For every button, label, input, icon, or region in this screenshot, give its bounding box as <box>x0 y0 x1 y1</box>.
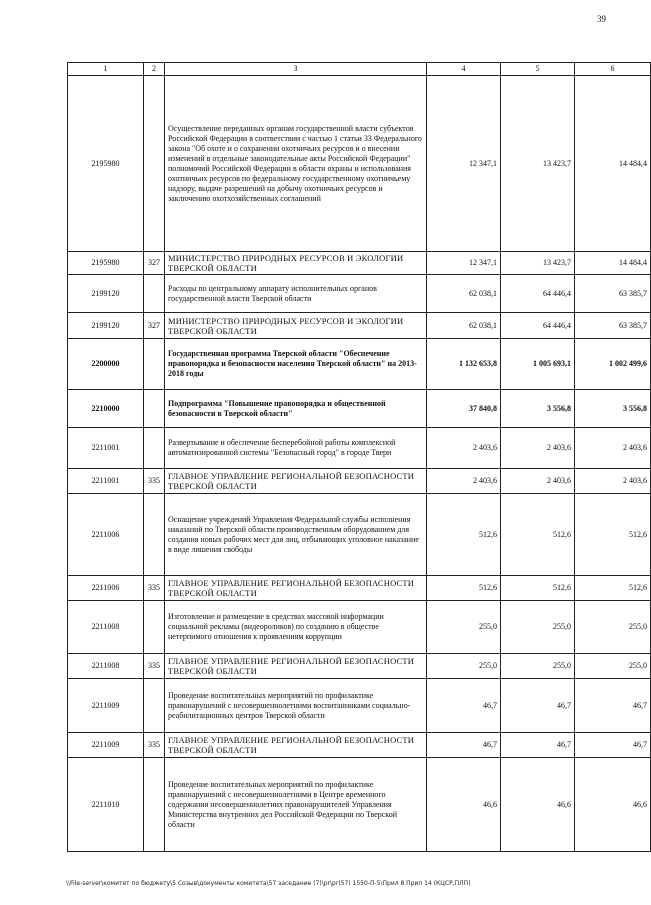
value-col6: 3 556,8 <box>575 390 651 428</box>
table-row <box>68 252 651 275</box>
table-row <box>68 469 651 494</box>
code-cell: 2211008 <box>68 601 144 654</box>
value-col4: 2 403,6 <box>427 469 501 494</box>
code-cell: 2200000 <box>68 339 144 390</box>
header-row <box>68 63 651 76</box>
code-cell: 2199120 <box>68 313 144 339</box>
ministry-cell <box>144 428 165 469</box>
code-cell: 2211009 <box>68 733 144 758</box>
value-col5: 2 403,6 <box>501 428 575 469</box>
file-path-footer: \\File-server\комитет по бюджету\5 Созыв\документы комитета\57 заседание (7)\pr\pr(57) 1550-П-5\Прил 8 Прил 14 (КЦСР,ПЛП) <box>66 880 471 887</box>
ministry-cell <box>144 390 165 428</box>
value-col4: 62 038,1 <box>427 313 501 339</box>
value-col5: 512,6 <box>501 494 575 576</box>
value-col5: 3 556,8 <box>501 390 575 428</box>
code-cell: 2195980 <box>68 252 144 275</box>
value-col5: 46,7 <box>501 679 575 733</box>
value-col5: 64 446,4 <box>501 313 575 339</box>
value-col5: 1 005 693,1 <box>501 339 575 390</box>
code-cell: 2210000 <box>68 390 144 428</box>
value-col5: 46,6 <box>501 758 575 852</box>
value-col4: 512,6 <box>427 576 501 601</box>
value-col4: 46,6 <box>427 758 501 852</box>
header-cell: 6 <box>575 63 651 76</box>
value-col5: 46,7 <box>501 733 575 758</box>
table-row <box>68 76 651 252</box>
description-cell: Осуществление переданных органам государственной власти субъектов Российской Федерации в соответствии с частью 1 статьи 33 Федерального закона "Об охоте и о сохранении охотничьих ресурсов и о внесении изменений в отдельные законодательные акты Российской Федерации" полномочий Российской Федерации в области охраны и использования охотничьих ресурсов по федеральному государственному охотничьему надзору, выдаче разрешений на добычу охотничьих ресурсов и заключению охотхозяйственных соглашений <box>165 76 427 252</box>
ministry-cell: 335 <box>144 733 165 758</box>
value-col6: 63 385,7 <box>575 275 651 313</box>
table-row <box>68 758 651 852</box>
value-col5: 13 423,7 <box>501 252 575 275</box>
header-cell: 2 <box>144 63 165 76</box>
code-cell: 2211009 <box>68 679 144 733</box>
header-cell: 5 <box>501 63 575 76</box>
table-row <box>68 390 651 428</box>
ministry-cell: 335 <box>144 576 165 601</box>
table-row <box>68 679 651 733</box>
ministry-cell <box>144 76 165 252</box>
value-col4: 12 347,1 <box>427 252 501 275</box>
ministry-cell <box>144 275 165 313</box>
page-number: 39 <box>597 14 606 24</box>
value-col4: 2 403,6 <box>427 428 501 469</box>
value-col5: 255,0 <box>501 601 575 654</box>
description-cell: Расходы по центральному аппарату исполнительных органов государственной власти Тверской области <box>165 275 427 313</box>
table-row <box>68 428 651 469</box>
value-col4: 255,0 <box>427 654 501 679</box>
ministry-cell <box>144 679 165 733</box>
value-col6: 512,6 <box>575 576 651 601</box>
table-row <box>68 339 651 390</box>
value-col6: 255,0 <box>575 654 651 679</box>
value-col5: 255,0 <box>501 654 575 679</box>
description-cell: ГЛАВНОЕ УПРАВЛЕНИЕ РЕГИОНАЛЬНОЙ БЕЗОПАСНОСТИ ТВЕРСКОЙ ОБЛАСТИ <box>165 733 427 758</box>
table-row <box>68 654 651 679</box>
value-col6: 63 385,7 <box>575 313 651 339</box>
value-col6: 46,6 <box>575 758 651 852</box>
description-cell: Проведение воспитательных мероприятий по профилактике правонарушений с несовершеннолетними воспитанниками социально-реабилитационных центров Тверской области <box>165 679 427 733</box>
code-cell: 2211006 <box>68 494 144 576</box>
value-col6: 255,0 <box>575 601 651 654</box>
ministry-cell: 335 <box>144 654 165 679</box>
value-col6: 14 484,4 <box>575 76 651 252</box>
code-cell: 2195980 <box>68 76 144 252</box>
value-col4: 46,7 <box>427 679 501 733</box>
value-col6: 512,6 <box>575 494 651 576</box>
value-col6: 46,7 <box>575 679 651 733</box>
value-col5: 512,6 <box>501 576 575 601</box>
value-col4: 37 840,8 <box>427 390 501 428</box>
value-col6: 2 403,6 <box>575 469 651 494</box>
table-row <box>68 733 651 758</box>
value-col5: 13 423,7 <box>501 76 575 252</box>
ministry-cell: 327 <box>144 313 165 339</box>
description-cell: Государственная программа Тверской области "Обеспечение правопорядка и безопасности населения Тверской области" на 2013-2018 годы <box>165 339 427 390</box>
ministry-cell <box>144 339 165 390</box>
code-cell: 2211001 <box>68 428 144 469</box>
description-cell: МИНИСТЕРСТВО ПРИРОДНЫХ РЕСУРСОВ И ЭКОЛОГИИ ТВЕРСКОЙ ОБЛАСТИ <box>165 252 427 275</box>
header-cell: 3 <box>165 63 427 76</box>
ministry-cell <box>144 601 165 654</box>
code-cell: 2211006 <box>68 576 144 601</box>
value-col5: 64 446,4 <box>501 275 575 313</box>
value-col4: 62 038,1 <box>427 275 501 313</box>
ministry-cell <box>144 494 165 576</box>
value-col4: 46,7 <box>427 733 501 758</box>
description-cell: ГЛАВНОЕ УПРАВЛЕНИЕ РЕГИОНАЛЬНОЙ БЕЗОПАСНОСТИ ТВЕРСКОЙ ОБЛАСТИ <box>165 469 427 494</box>
value-col6: 1 002 499,6 <box>575 339 651 390</box>
value-col5: 2 403,6 <box>501 469 575 494</box>
table-row <box>68 601 651 654</box>
ministry-cell <box>144 758 165 852</box>
description-cell: Проведение воспитательных мероприятий по профилактике правонарушений с несовершеннолетними в Центре временного содержания несовершеннолетних правонарушителей Управления Министерства внутренних дел Российской Федерации по Тверской области <box>165 758 427 852</box>
ministry-cell: 335 <box>144 469 165 494</box>
code-cell: 2211010 <box>68 758 144 852</box>
description-cell: МИНИСТЕРСТВО ПРИРОДНЫХ РЕСУРСОВ И ЭКОЛОГИИ ТВЕРСКОЙ ОБЛАСТИ <box>165 313 427 339</box>
header-cell: 1 <box>68 63 144 76</box>
value-col6: 2 403,6 <box>575 428 651 469</box>
budget-table <box>67 62 651 852</box>
code-cell: 2211008 <box>68 654 144 679</box>
table-row <box>68 275 651 313</box>
value-col4: 1 132 653,8 <box>427 339 501 390</box>
value-col4: 512,6 <box>427 494 501 576</box>
table-row <box>68 576 651 601</box>
description-cell: Изготовление и размещение в средствах массовой информации социальной рекламы (видеороликов) по созданию в обществе нетерпимого отношения к проявлениям коррупции <box>165 601 427 654</box>
description-cell: Оснащение учреждений Управления Федеральной службы исполнения наказаний по Тверской области производственным оборудованием для создания новых рабочих мест для лиц, отбывающих уголовное наказание в виде лишения свободы <box>165 494 427 576</box>
value-col4: 12 347,1 <box>427 76 501 252</box>
description-cell: Подпрограмма "Повышение правопорядка и общественной безопасности в Тверской области" <box>165 390 427 428</box>
code-cell: 2199120 <box>68 275 144 313</box>
value-col4: 255,0 <box>427 601 501 654</box>
ministry-cell: 327 <box>144 252 165 275</box>
header-cell: 4 <box>427 63 501 76</box>
table-row <box>68 313 651 339</box>
code-cell: 2211001 <box>68 469 144 494</box>
description-cell: Развертывание и обеспечение бесперебойной работы комплексной автоматизированной системы "Безопасный город" в городе Твери <box>165 428 427 469</box>
value-col6: 46,7 <box>575 733 651 758</box>
description-cell: ГЛАВНОЕ УПРАВЛЕНИЕ РЕГИОНАЛЬНОЙ БЕЗОПАСНОСТИ ТВЕРСКОЙ ОБЛАСТИ <box>165 576 427 601</box>
table-row <box>68 494 651 576</box>
description-cell: ГЛАВНОЕ УПРАВЛЕНИЕ РЕГИОНАЛЬНОЙ БЕЗОПАСНОСТИ ТВЕРСКОЙ ОБЛАСТИ <box>165 654 427 679</box>
value-col6: 14 484,4 <box>575 252 651 275</box>
